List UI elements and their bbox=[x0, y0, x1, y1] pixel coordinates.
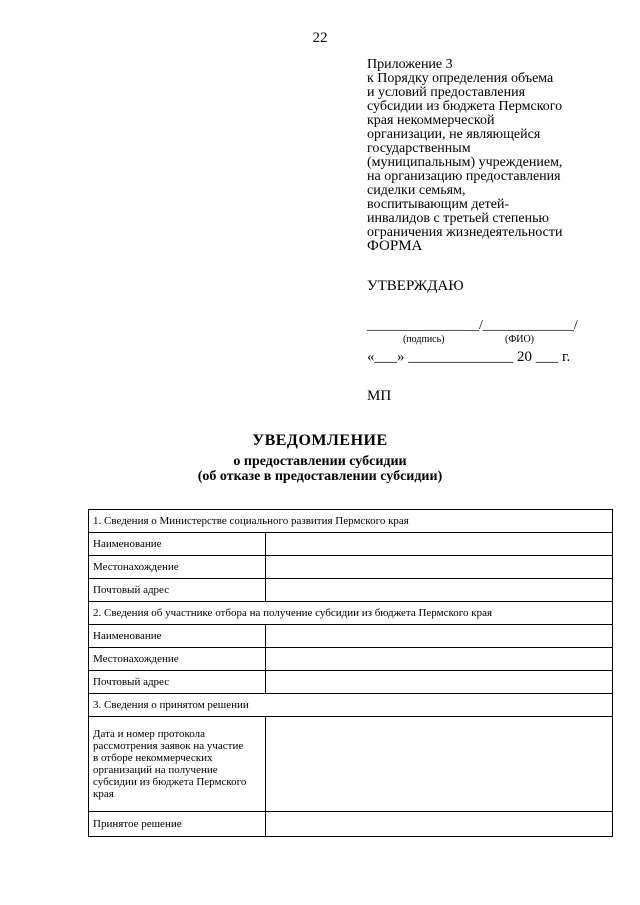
notice-heading bbox=[0, 432, 640, 484]
date-line: «___» ______________ 20 ___ г. bbox=[367, 349, 571, 365]
table-row bbox=[89, 602, 613, 625]
appendix-line: (муниципальным) учреждением, bbox=[367, 155, 563, 170]
appendix-block bbox=[367, 58, 617, 240]
notice-title: УВЕДОМЛЕНИЕ bbox=[252, 432, 388, 449]
approve-label: УТВЕРЖДАЮ bbox=[367, 278, 464, 294]
notice-table bbox=[88, 509, 613, 837]
table-row bbox=[89, 625, 613, 648]
table-row bbox=[89, 694, 613, 717]
participant-location-field[interactable] bbox=[266, 648, 613, 671]
seal-label: МП bbox=[367, 388, 392, 404]
appendix-line: сиделки семьям, bbox=[367, 183, 466, 198]
appendix-line: воспитывающим детей- bbox=[367, 197, 510, 212]
notice-subtitle: (об отказе в предоставлении субсидии) bbox=[197, 469, 443, 484]
ministry-name-field[interactable] bbox=[266, 533, 613, 556]
appendix-line: и условий предоставления bbox=[367, 85, 526, 100]
row-label: Местонахождение bbox=[89, 648, 266, 671]
table-row bbox=[89, 556, 613, 579]
row-label: Наименование bbox=[89, 533, 266, 556]
row-label: Почтовый адрес bbox=[89, 579, 266, 602]
row-label: Наименование bbox=[89, 625, 266, 648]
table-row bbox=[89, 717, 613, 812]
appendix-line: организации, не являющейся bbox=[367, 127, 541, 142]
appendix-line: ограничения жизнедеятельности bbox=[367, 225, 563, 240]
appendix-line: к Порядку определения объема bbox=[367, 71, 554, 86]
protocol-line: организаций на получение bbox=[93, 764, 218, 776]
participant-postal-field[interactable] bbox=[266, 671, 613, 694]
table-row bbox=[89, 648, 613, 671]
table-row bbox=[89, 671, 613, 694]
participant-name-field[interactable] bbox=[266, 625, 613, 648]
appendix-line: инвалидов с третьей степенью bbox=[367, 211, 549, 226]
notice-subtitle: о предоставлении субсидии bbox=[233, 454, 407, 469]
section-header: 1. Сведения о Министерстве социального развития Пермского края bbox=[89, 510, 613, 533]
row-label: Принятое решение bbox=[89, 812, 266, 837]
row-label: Почтовый адрес bbox=[89, 671, 266, 694]
signature-caption: (подпись) bbox=[403, 334, 445, 345]
row-label: Местонахождение bbox=[89, 556, 266, 579]
protocol-line: Дата и номер протокола bbox=[93, 728, 205, 740]
table-row bbox=[89, 579, 613, 602]
ministry-postal-field[interactable] bbox=[266, 579, 613, 602]
ministry-location-field[interactable] bbox=[266, 556, 613, 579]
appendix-title: Приложение 3 bbox=[367, 57, 453, 72]
section-header: 2. Сведения об участнике отбора на получение субсидии из бюджета Пермского края bbox=[89, 602, 613, 625]
appendix-line: на организацию предоставления bbox=[367, 169, 561, 184]
protocol-line: в отборе некоммерческих bbox=[93, 752, 213, 764]
signature-line: ________________/_____________/ bbox=[367, 318, 578, 333]
table-row bbox=[89, 533, 613, 556]
protocol-line: края bbox=[93, 788, 114, 800]
protocol-field[interactable] bbox=[266, 717, 613, 812]
protocol-line: рассмотрения заявок на участие bbox=[93, 740, 244, 752]
decision-field[interactable] bbox=[266, 812, 613, 837]
section-header: 3. Сведения о принятом решении bbox=[89, 694, 613, 717]
protocol-line: субсидии из бюджета Пермского bbox=[93, 776, 247, 788]
appendix-line: государственным bbox=[367, 141, 471, 156]
form-label: ФОРМА bbox=[367, 238, 423, 254]
appendix-line: субсидии из бюджета Пермского bbox=[367, 99, 563, 114]
table-row bbox=[89, 812, 613, 837]
name-caption: (ФИО) bbox=[505, 334, 535, 345]
protocol-label bbox=[89, 717, 266, 812]
table-row bbox=[89, 510, 613, 533]
page-number: 22 bbox=[312, 30, 328, 46]
appendix-line: края некоммерческой bbox=[367, 113, 495, 128]
